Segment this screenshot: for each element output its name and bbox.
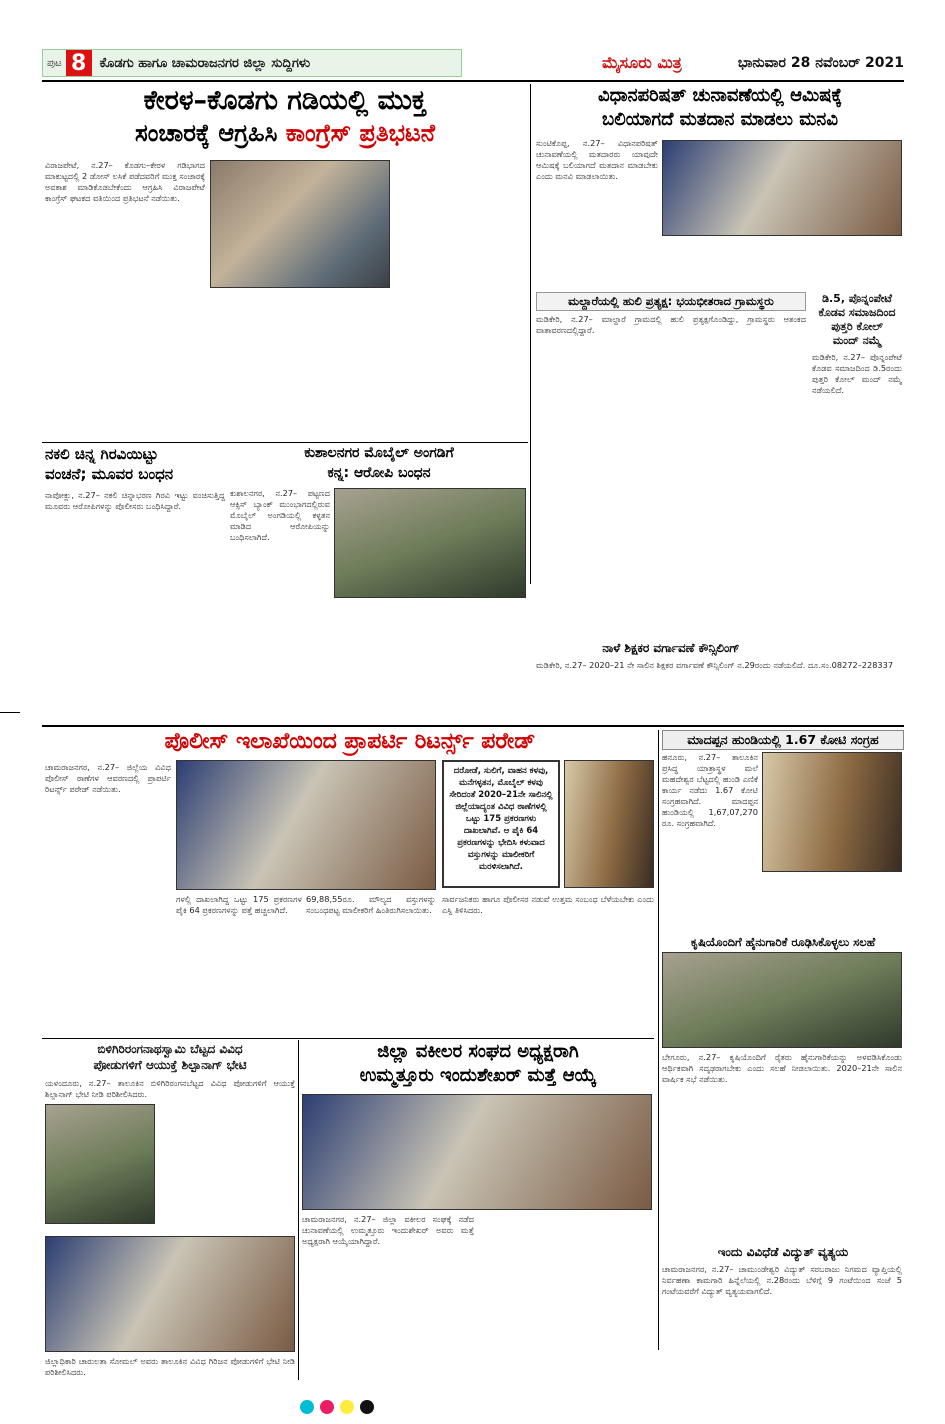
rule-parade bbox=[42, 725, 904, 727]
parade-photo-1 bbox=[176, 760, 436, 890]
mobile-shop-text-2 bbox=[230, 600, 528, 720]
biligiri-text bbox=[160, 1104, 295, 1224]
biligiri-dateline: ಯಳಂದೂರು, ನ.27– ತಾಲೂಕಿನ ಬಿಳಿಗಿರಿರಂಗನಬೆಟ್ಟದ ವಿವಿಧ ಪೋಡುಗಳಿಗೆ ಆಯುಕ್ತೆ ಶಿಲ್ಪಾನಾಗ್ ಭೇಟಿ ನೀಡಿ ಪರಿಶೀಲಿಸಿದರು. bbox=[45, 1078, 295, 1099]
vertical-rule-3 bbox=[298, 1040, 299, 1380]
fake-gold-text: ನಾಪೋಕ್ಲು, ನ.27– ನಕಲಿ ಚಿನ್ನಾಭರಣ ಗಿರವಿ ಇಟ್ಟು ವಂಚಿಸುತ್ತಿದ್ದ ಮೂವರು ಆರೋಪಿಗಳನ್ನು ಪೊಲೀಸರು ಬಂಧಿಸಿದ್ದಾರೆ. bbox=[45, 490, 225, 511]
margin-mark bbox=[0, 712, 20, 713]
power-cut-headline: ಇಂದು ವಿವಿಧೆಡೆ ವಿದ್ಯುತ್ ವ್ಯತ್ಯಯ bbox=[717, 1245, 849, 1259]
fake-gold-headline-2: ವಂಚನೆ; ಮೂವರ ಬಂಧನ bbox=[45, 465, 174, 483]
parade-text-col2: ಗಳಲ್ಲಿ ದಾಖಲಾಗಿದ್ದ ಒಟ್ಟು 175 ಪ್ರಕರಣಗಳ ಪೈಕಿ 64 ಪ್ರಕರಣಗಳನ್ನು ಪತ್ತೆ ಹಚ್ಚಲಾಗಿದೆ. bbox=[176, 894, 302, 915]
temple-text: ಹನೂರು, ನ.27– ತಾಲೂಕಿನ ಪ್ರಸಿದ್ಧ ಯಾತ್ರಾಸ್ಥಳ ಮಲೆ ಮಹದೇಶ್ವರ ಬೆಟ್ಟದಲ್ಲಿ ಹುಂಡಿ ಎಣಿಕೆ ಕಾರ್ಯ ನಡೆದು 1.67 ಕೋಟಿ ಸಂಗ್ರಹವಾಗಿದೆ. ಮಾದಪ್ಪನ ಹುಂಡಿಯಲ್ಲಿ 1,67,07,270 ರೂ. ಸಂಗ್ರಹವಾಗಿದೆ. bbox=[662, 752, 758, 828]
parade-text-col1: ಚಾಮರಾಜನಗರ, ನ.27– ಜಿಲ್ಲೆಯ ವಿವಿಧ ಪೊಲೀಸ್ ಠಾಣೆಗಳ ಆವರಣದಲ್ಲಿ ಪ್ರಾಪರ್ಟಿ ರಿಟರ್ನ್ಸ್ ಪರೇಡ್ ನಡೆಯಿತು. bbox=[45, 762, 171, 794]
mlc-headline-2: ಬಲಿಯಾಗದೆ ಮತದಾನ ಮಾಡಲು ಮನವಿ bbox=[602, 109, 838, 130]
advocates-photo bbox=[302, 1094, 652, 1210]
dairy-text: ಬೇಗೂರು, ನ.27– ಕೃಷಿಯೊಂದಿಗೆ ರೈತರು ಹೈನುಗಾರಿಕೆಯನ್ನು ಅಳವಡಿಸಿಕೊಂಡು ಆರ್ಥಿಕವಾಗಿ ಸದೃಢರಾಗಬೇಕು ಎಂದು ಸಲಹೆ ನೀಡಲಾಯಿತು. 2020–21ನೇ ಸಾಲಿನ ವಾರ್ಷಿಕ ಸಭೆ ನಡೆಯಿತು. bbox=[662, 1052, 902, 1084]
mlc-text-lower bbox=[536, 240, 902, 290]
biligiri-headline-2: ಪೋಡುಗಳಿಗೆ ಆಯುಕ್ತೆ ಶಿಲ್ಪಾನಾಗ್ ಭೇಟಿ bbox=[93, 1058, 247, 1072]
page-label: ಪುಟ bbox=[47, 57, 62, 69]
temple-counting-photo bbox=[762, 752, 902, 872]
mobile-shop-headline-1: ಕುಶಾಲನಗರ ಮೊಬೈಲ್ ಅಂಗಡಿಗೆ bbox=[304, 445, 454, 461]
kerala-headline-2-red: ಕಾಂಗ್ರೆಸ್ ಪ್ರತಿಭಟನೆ bbox=[285, 119, 436, 147]
kerala-headline-2-pre: ಸಂಚಾರಕ್ಕೆ ಆಗ್ರಹಿಸಿ bbox=[134, 119, 278, 147]
mlc-text-col1: ಸುಂಟಿಕೊಪ್ಪ, ನ.27– ವಿಧಾನಪರಿಷತ್ ಚುನಾವಣೆಯಲ್ಲಿ ಮತದಾರರು ಯಾವುದೇ ಆಮಿಷಕ್ಕೆ ಬಲಿಯಾಗದೆ ಮತದಾನ ಮಾಡಬೇಕು ಎಂದು ಮನವಿ ಮಾಡಲಾಯಿತು. bbox=[536, 138, 658, 181]
ponnampet-headline-1: ಡಿ.5, ಪೊನ್ನಂಪೇಟೆ bbox=[822, 292, 892, 305]
mlc-meeting-photo bbox=[662, 140, 902, 236]
power-cut-text: ಚಾಮರಾಜನಗರ, ನ.27– ಚಾಮುಂಡೇಶ್ವರಿ ವಿದ್ಯುತ್ ಸರಬರಾಜು ನಿಗಮದ ವ್ಯಾಪ್ತಿಯಲ್ಲಿ ನಿರ್ವಹಣಾ ಕಾಮಗಾರಿ ಹಿನ್ನೆಲೆಯಲ್ಲಿ ನ.28ರಂದು ಬೆಳಿಗ್ಗೆ 9 ಗಂಟೆಯಿಂದ ಸಂಜೆ 5 ಗಂಟೆಯವರೆಗೆ ವಿದ್ಯುತ್ ವ್ಯತ್ಯಯವಾಗಲಿದೆ. bbox=[662, 1264, 902, 1296]
mobile-shop-text: ಕುಶಾಲನಗರ, ನ.27– ಪಟ್ಟಣದ ಆಕ್ಸಿಸ್ ಬ್ಯಾಂಕ್ ಮುಂಭಾಗದಲ್ಲಿರುವ ಮೊಬೈಲ್ ಅಂಗಡಿಯಲ್ಲಿ ಕಳ್ಳತನ ಮಾಡಿದ ಆರೋಪಿಯನ್ನು ಬಂಧಿಸಲಾಗಿದೆ. bbox=[230, 488, 330, 542]
kerala-text-col2 bbox=[210, 292, 390, 430]
ponnampet-headline-3: ಪುತ್ತರಿ ಕೋಲ್ bbox=[831, 320, 883, 333]
biligiri-headline-1: ಬಿಳಿಗಿರಿರಂಗನಾಥಸ್ವಾಮಿ ಬೆಟ್ಟದ ವಿವಿಧ bbox=[97, 1042, 243, 1056]
ponnampet-headline-4: ಮಂದ್ ನಮ್ಮೆ bbox=[832, 334, 882, 347]
mobile-shop-headline-2: ಕನ್ನ: ಆರೋಪಿ ಬಂಧನ bbox=[327, 465, 431, 481]
parade-text-col5: ಸಾರ್ವಜನಿಕರು ಹಾಗೂ ಪೊಲೀಸರ ನಡುವೆ ಉತ್ತಮ ಸಂಬಂಧ ಬೆಳೆಯಬೇಕು ಎಂದು ಎಸ್ಪಿ ತಿಳಿಸಿದರು. bbox=[442, 894, 654, 915]
page-tag bbox=[42, 49, 462, 77]
temple-headline: ಮಾದಪ್ಪನ ಹುಂಡಿಯಲ್ಲಿ 1.67 ಕೋಟಿ ಸಂಗ್ರಹ bbox=[662, 730, 904, 750]
transfer-text: ಮಡಿಕೇರಿ, ನ.27– 2020–21 ನೇ ಸಾಲಿನ ಶಿಕ್ಷಕರ ವರ್ಗಾವಣೆ ಕೌನ್ಸಿಲಿಂಗ್ ನ.29ರಂದು ನಡೆಯಲಿದೆ. ದೂ.ಸಂ.08272–228337 bbox=[536, 660, 894, 670]
tiger-text: ಮಡಿಕೇರಿ, ನ.27– ಮಾಲ್ದಾರೆ ಗ್ರಾಮದಲ್ಲಿ ಹುಲಿ ಪ್ರತ್ಯಕ್ಷಗೊಂಡಿದ್ದು, ಗ್ರಾಮಸ್ಥರು ಆತಂಕದ ವಾತಾವರಣದಲ್ಲಿದ್ದಾರೆ. bbox=[536, 314, 806, 335]
biligiri-caption: ಜಿಲ್ಲಾಧಿಕಾರಿ ಚಾರುಲತಾ ಸೋಮಲ್ ಅವರು ತಾಲೂಕಿನ ವಿವಿಧ ಗಿರಿಜನ ಪೋಡುಗಳಿಗೆ ಭೇಟಿ ನೀಡಿ ಪರಿಶೀಲಿಸಿದರು. bbox=[45, 1356, 295, 1377]
kerala-headline-1: ಕೇರಳ–ಕೊಡಗು ಗಡಿಯಲ್ಲಿ ಮುಕ್ತ bbox=[143, 85, 427, 116]
mobile-shop-photo bbox=[334, 488, 526, 598]
kerala-text-col3 bbox=[395, 160, 525, 430]
page-number: 8 bbox=[66, 50, 92, 76]
kerala-protest-photo bbox=[210, 160, 390, 288]
parade-headline: ಪೊಲೀಸ್ ಇಲಾಖೆಯಿಂದ ಪ್ರಾಪರ್ಟಿ ರಿಟರ್ನ್ಸ್ ಪರೇಡ್ bbox=[164, 729, 536, 754]
top-rule bbox=[42, 80, 904, 82]
vertical-rule-2 bbox=[658, 730, 659, 1350]
biligiri-photo-2 bbox=[45, 1236, 295, 1352]
kerala-headline-2 bbox=[45, 120, 525, 146]
temple-text-2 bbox=[662, 884, 902, 934]
transfer-headline: ನಾಳೆ ಶಿಕ್ಷಕರ ವರ್ಗಾವಣೆ ಕೌನ್ಸಿಲಿಂಗ್ bbox=[602, 641, 740, 655]
tiger-headline: ಮಲ್ದಾರೆಯಲ್ಲಿ ಹುಲಿ ಪ್ರತ್ಯಕ್ಷ: ಭಯಭೀತರಾದ ಗ್ರಾಮಸ್ಥರು bbox=[536, 292, 806, 311]
registration-yellow bbox=[340, 1400, 354, 1414]
ponnampet-text: ಮಡಿಕೇರಿ, ನ.27– ಪೊನ್ನಂಪೇಟೆ ಕೊಡವ ಸಮಾಜದಿಂದ ಡಿ.5ರಂದು ಪುತ್ತರಿ ಕೋಲ್ ಮಂದ್ ನಮ್ಮೆ ನಡೆಯಲಿದೆ. bbox=[812, 352, 902, 395]
rule-fake-gold bbox=[42, 442, 528, 443]
section-title: ಕೊಡಗು ಹಾಗೂ ಚಾಮರಾಜನಗರ ಜಿಲ್ಲಾ ಸುದ್ದಿಗಳು bbox=[99, 55, 311, 71]
mlc-headline-1: ವಿಧಾನಪರಿಷತ್ ಚುನಾವಣೆಯಲ್ಲಿ ಆಮಿಷಕ್ಕೆ bbox=[598, 85, 842, 106]
vertical-rule-1 bbox=[530, 84, 531, 584]
parade-text-col3: 69,88,55ರೂ. ಮೌಲ್ಯದ ವಸ್ತುಗಳನ್ನು ಸಂಬಂಧಪಟ್ಟ ಮಾಲೀಕರಿಗೆ ಹಿಂತಿರುಗಿಸಲಾಯಿತು. bbox=[306, 894, 436, 915]
registration-cyan bbox=[300, 1400, 314, 1414]
registration-black bbox=[360, 1400, 374, 1414]
rule-biligiri bbox=[42, 1038, 654, 1039]
registration-magenta bbox=[320, 1400, 334, 1414]
advocates-headline-1: ಜಿಲ್ಲಾ ವಕೀಲರ ಸಂಘದ ಅಧ್ಯಕ್ಷರಾಗಿ bbox=[377, 1041, 579, 1062]
advocates-text-col2 bbox=[478, 1214, 654, 1378]
biligiri-photo-1 bbox=[45, 1104, 155, 1224]
dairy-meeting-photo bbox=[662, 952, 902, 1048]
brand-logo: ಮೈಸೂರು ಮಿತ್ರ bbox=[602, 53, 682, 72]
fake-gold-headline-1: ನಕಲಿ ಚಿನ್ನ ಗಿರವಿಯಿಟ್ಟು bbox=[45, 445, 159, 463]
parade-photo-2 bbox=[564, 760, 654, 888]
masthead bbox=[42, 48, 904, 78]
advocates-text-col1: ಚಾಮರಾಜನಗರ, ನ.27– ಜಿಲ್ಲಾ ವಕೀಲರ ಸಂಘಕ್ಕೆ ನಡೆದ ಚುನಾವಣೆಯಲ್ಲಿ ಉಮ್ಮತ್ತೂರು ಇಂದುಶೇಖರ್ ಅವರು ಮತ್ತೆ ಅಧ್ಯಕ್ಷರಾಗಿ ಆಯ್ಕೆಯಾಗಿದ್ದಾರೆ. bbox=[302, 1214, 474, 1246]
kerala-text-col1: ವಿರಾಜಪೇಟೆ, ನ.27– ಕೊಡಗು–ಕೇರಳ ಗಡಿಭಾಗದ ಮಾಕುಟ್ಟದಲ್ಲಿ 2 ಡೋಸ್ ಲಸಿಕೆ ಪಡೆದವರಿಗೆ ಮುಕ್ತ ಸಂಚಾರಕ್ಕೆ ಅವಕಾಶ ಮಾಡಿಕೊಡಬೇಕೆಂದು ಆಗ್ರಹಿಸಿ ವಿರಾಜಪೇಟೆ ಕಾಂಗ್ರೆಸ್ ಘಟಕದ ವತಿಯಿಂದ ಪ್ರತಿಭಟನೆ ನಡೆಯಿತು. bbox=[45, 160, 205, 203]
ponnampet-headline-2: ಕೊಡವ ಸಮಾಜದಿಂದ bbox=[818, 306, 896, 319]
advocates-headline-2: ಉಮ್ಮತ್ತೂರು ಇಂದುಶೇಖರ್ ಮತ್ತೆ ಆಯ್ಕೆ bbox=[359, 1065, 597, 1086]
parade-highlight-box: ದರೋಡೆ, ಸುಲಿಗೆ, ವಾಹನ ಕಳವು, ಮನೆಗಳ್ಳತನ, ಮೊಬೈಲ್ ಕಳವು ಸೇರಿದಂತೆ 2020–21ನೇ ಸಾಲಿನಲ್ಲಿ ಜಿಲ್ಲೆಯಾದ್ಯಂತ ವಿವಿಧ ಠಾಣೆಗಳಲ್ಲಿ ಒಟ್ಟು 175 ಪ್ರಕರಣಗಳು ದಾಖಲಾಗಿವೆ. ಆ ಪೈಕಿ 64 ಪ್ರಕರಣಗಳನ್ನು ಭೇದಿಸಿ ಕಳುವಾದ ವಸ್ತುಗಳನ್ನು ಮಾಲೀಕರಿಗೆ ಮರಳಿಸಲಾಗಿದೆ. bbox=[442, 760, 560, 888]
dairy-headline: ಕೃಷಿಯೊಂದಿಗೆ ಹೈನುಗಾರಿಕೆ ರೂಢಿಸಿಕೊಳ್ಳಲು ಸಲಹೆ bbox=[690, 935, 876, 949]
issue-date: ಭಾನುವಾರ 28 ನವೆಂಬರ್ 2021 bbox=[737, 55, 904, 71]
